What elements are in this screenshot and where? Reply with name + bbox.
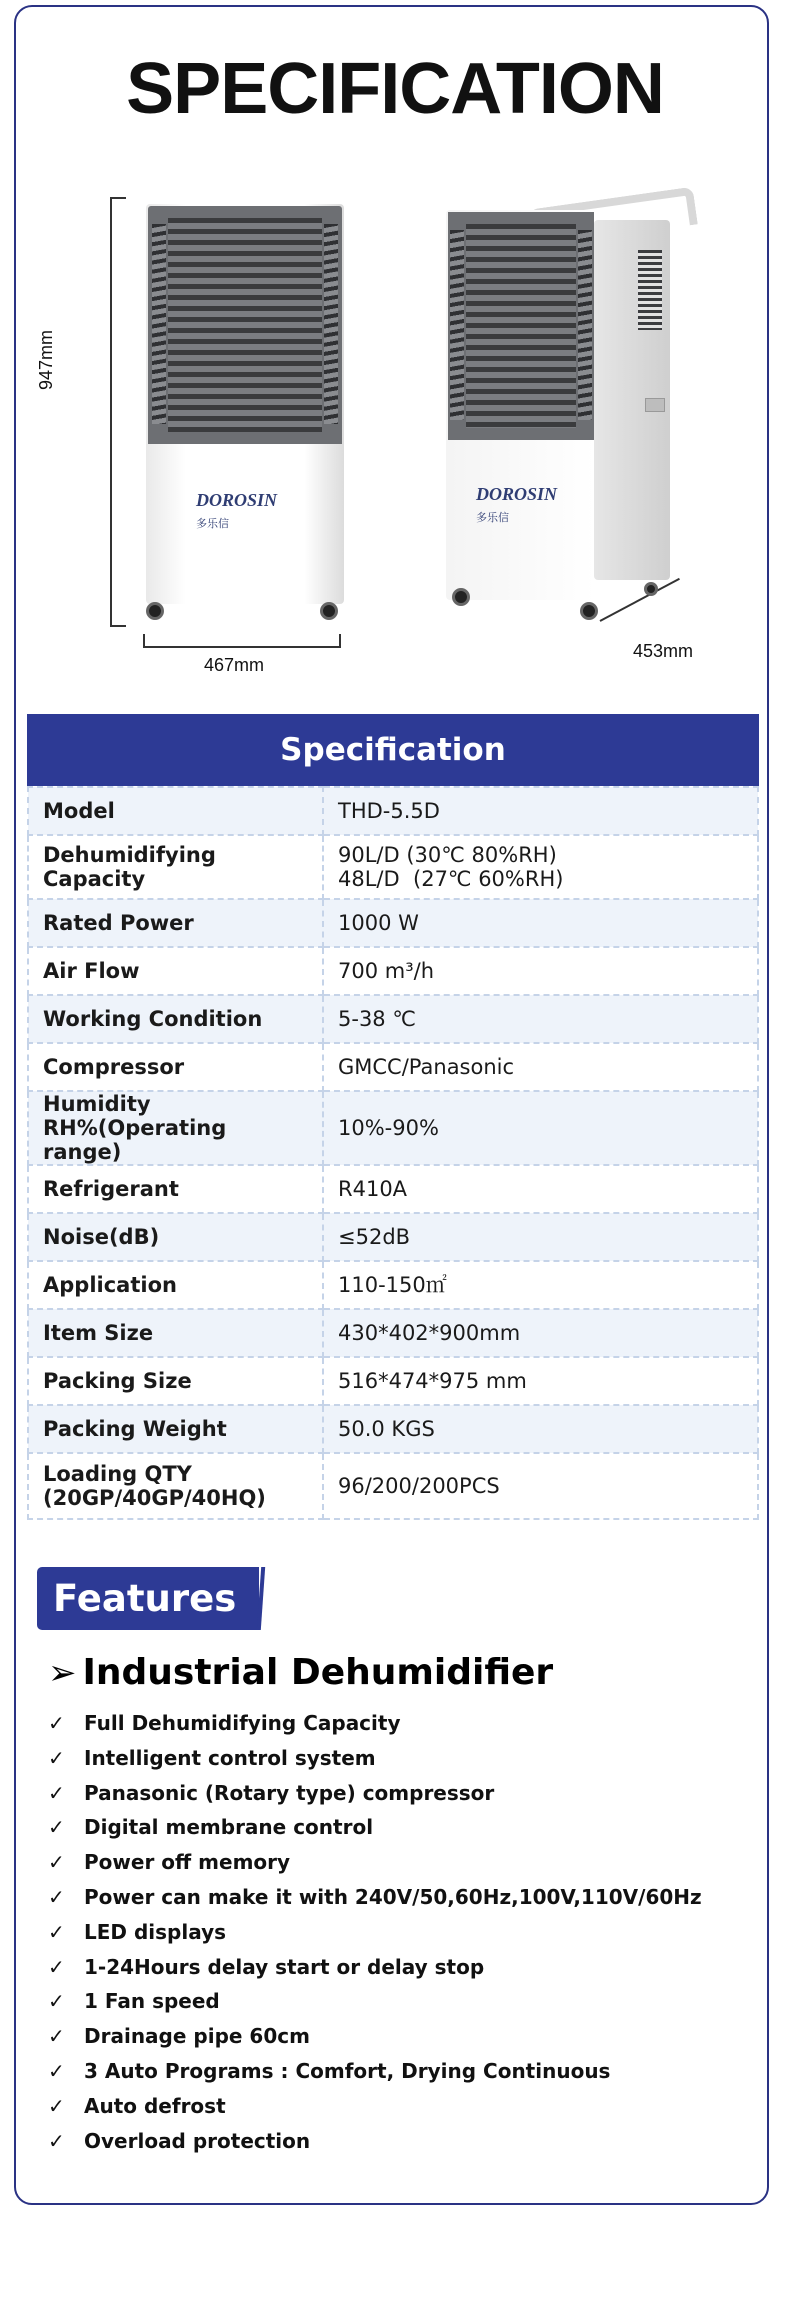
spec-value: 430*402*900mm bbox=[323, 1309, 758, 1357]
spec-key: Application bbox=[28, 1261, 323, 1309]
feature-text: Full Dehumidifying Capacity bbox=[84, 1711, 401, 1735]
list-item bbox=[48, 2089, 702, 2124]
feature-text: Digital membrane control bbox=[84, 1815, 374, 1840]
table-row bbox=[28, 1091, 758, 1165]
table-row bbox=[28, 1405, 758, 1453]
table-row bbox=[28, 1453, 758, 1519]
wheel bbox=[644, 582, 658, 596]
checkmark-icon: ✓ bbox=[48, 2024, 65, 2049]
list-item bbox=[48, 2019, 702, 2054]
spec-value: GMCC/Panasonic bbox=[323, 1043, 758, 1091]
features-list bbox=[48, 1706, 702, 2158]
checkmark-icon: ✓ bbox=[48, 1919, 65, 1944]
spec-value-line: 90L/D (30℃ 80%RH) bbox=[338, 843, 557, 867]
features-tab: Features bbox=[37, 1567, 259, 1630]
width-dimension-tick-left bbox=[143, 634, 145, 648]
table-row bbox=[28, 995, 758, 1043]
spec-value: 96/200/200PCS bbox=[323, 1453, 758, 1519]
brand-logo: DOROSIN 多乐信 bbox=[476, 484, 558, 524]
width-dimension-line bbox=[143, 646, 341, 648]
height-dimension-tick-bottom bbox=[110, 625, 126, 627]
wheel bbox=[146, 602, 164, 620]
spec-key: Air Flow bbox=[28, 947, 323, 995]
checkmark-icon: ✓ bbox=[48, 2093, 65, 2118]
spec-key bbox=[28, 1453, 323, 1519]
feature-text: Drainage pipe 60cm bbox=[84, 2024, 310, 2049]
feature-text: 1-24Hours delay start or delay stop bbox=[84, 1954, 485, 1979]
spec-value: 10%-90% bbox=[323, 1091, 758, 1165]
spec-value: 700 m³/h bbox=[323, 947, 758, 995]
spec-key-line: RH%(Operating range) bbox=[43, 1116, 227, 1164]
spec-value-line: 48L/D (27℃ 60%RH) bbox=[338, 867, 564, 891]
spec-value: 5-38 ℃ bbox=[323, 995, 758, 1043]
table-row bbox=[28, 835, 758, 899]
feature-text: 1 Fan speed bbox=[84, 1989, 220, 2014]
spec-value: ≤52dB bbox=[323, 1213, 758, 1261]
list-item bbox=[48, 1741, 702, 1776]
spec-key: Packing Size bbox=[28, 1357, 323, 1405]
table-row bbox=[28, 1213, 758, 1261]
features-subtitle bbox=[48, 1652, 553, 1693]
table-row bbox=[28, 1357, 758, 1405]
list-item bbox=[48, 1776, 702, 1811]
checkmark-icon: ✓ bbox=[48, 1745, 65, 1770]
spec-value: R410A bbox=[323, 1165, 758, 1213]
dehumidifier-front-view bbox=[140, 200, 350, 620]
arrow-bullet-icon: ➢ bbox=[48, 1653, 77, 1693]
table-row bbox=[28, 787, 758, 835]
height-label: 947mm bbox=[36, 329, 56, 390]
checkmark-icon: ✓ bbox=[48, 1954, 65, 1979]
brand-logo: DOROSIN 多乐信 bbox=[196, 490, 278, 530]
feature-text: Auto defrost bbox=[84, 2093, 226, 2118]
table-row bbox=[28, 1043, 758, 1091]
spec-key-line: Loading QTY bbox=[43, 1462, 192, 1486]
features-subtitle-text: Industrial Dehumidifier bbox=[82, 1652, 554, 1693]
spec-key: Model bbox=[28, 787, 323, 835]
checkmark-icon: ✓ bbox=[48, 1780, 65, 1805]
spec-key: Dehumidifying Capacity bbox=[28, 835, 323, 899]
list-item bbox=[48, 2124, 702, 2159]
spec-value bbox=[323, 835, 758, 899]
feature-text: 3 Auto Programs : Comfort, Drying Continuous bbox=[84, 2058, 611, 2083]
specification-table bbox=[27, 714, 759, 1520]
depth-label: 453mm bbox=[633, 641, 694, 661]
spec-key: Packing Weight bbox=[28, 1405, 323, 1453]
wheel bbox=[452, 588, 470, 606]
table-row bbox=[28, 1309, 758, 1357]
spec-key: Noise(dB) bbox=[28, 1213, 323, 1261]
side-vent bbox=[638, 250, 662, 330]
checkmark-icon: ✓ bbox=[48, 2128, 65, 2153]
feature-text: Power can make it with 240V/50,60Hz,100V,110V/60Hz bbox=[84, 1884, 702, 1909]
spec-key bbox=[28, 1091, 323, 1165]
feature-text: Power off memory bbox=[84, 1850, 291, 1875]
list-item bbox=[48, 1950, 702, 1985]
list-item bbox=[48, 1880, 702, 1915]
feature-text: Intelligent control system bbox=[84, 1745, 376, 1770]
list-item bbox=[48, 1706, 702, 1741]
list-item bbox=[48, 1810, 702, 1845]
table-row bbox=[28, 947, 758, 995]
list-item bbox=[48, 1984, 702, 2019]
spec-key: Refrigerant bbox=[28, 1165, 323, 1213]
height-dimension-line bbox=[110, 197, 112, 627]
spec-key: Item Size bbox=[28, 1309, 323, 1357]
table-row bbox=[28, 1165, 758, 1213]
spec-value: THD-5.5D bbox=[323, 787, 758, 835]
table-row bbox=[28, 899, 758, 947]
spec-key: Rated Power bbox=[28, 899, 323, 947]
feature-text: LED displays bbox=[84, 1919, 227, 1944]
spec-key: Compressor bbox=[28, 1043, 323, 1091]
list-item bbox=[48, 1845, 702, 1880]
checkmark-icon: ✓ bbox=[48, 2058, 65, 2083]
checkmark-icon: ✓ bbox=[48, 1815, 65, 1840]
wheel bbox=[320, 602, 338, 620]
list-item bbox=[48, 1915, 702, 1950]
dehumidifier-angled-view bbox=[440, 190, 700, 620]
page-title: SPECIFICATION bbox=[126, 49, 664, 129]
width-dimension-tick-right bbox=[339, 634, 341, 648]
spec-table-header: Specification bbox=[27, 714, 759, 786]
checkmark-icon: ✓ bbox=[48, 1884, 65, 1909]
checkmark-icon: ✓ bbox=[48, 1989, 65, 2014]
spec-key-line: (20GP/40GP/40HQ) bbox=[43, 1486, 266, 1510]
list-item bbox=[48, 2054, 702, 2089]
spec-key-line: Humidity bbox=[43, 1092, 151, 1116]
spec-value: 516*474*975 mm bbox=[323, 1357, 758, 1405]
feature-text: Panasonic (Rotary type) compressor bbox=[84, 1780, 495, 1805]
width-label: 467mm bbox=[204, 655, 265, 675]
spec-value: 1000 W bbox=[323, 899, 758, 947]
drain-port bbox=[645, 398, 665, 412]
spec-value: 110-150㎡ bbox=[323, 1261, 758, 1309]
spec-value: 50.0 KGS bbox=[323, 1405, 758, 1453]
table-row bbox=[28, 1261, 758, 1309]
feature-text: Overload protection bbox=[84, 2128, 311, 2153]
wheel bbox=[580, 602, 598, 620]
checkmark-icon: ✓ bbox=[48, 1850, 65, 1875]
spec-key: Working Condition bbox=[28, 995, 323, 1043]
height-dimension-tick-top bbox=[110, 197, 126, 199]
checkmark-icon: ✓ bbox=[48, 1711, 65, 1735]
